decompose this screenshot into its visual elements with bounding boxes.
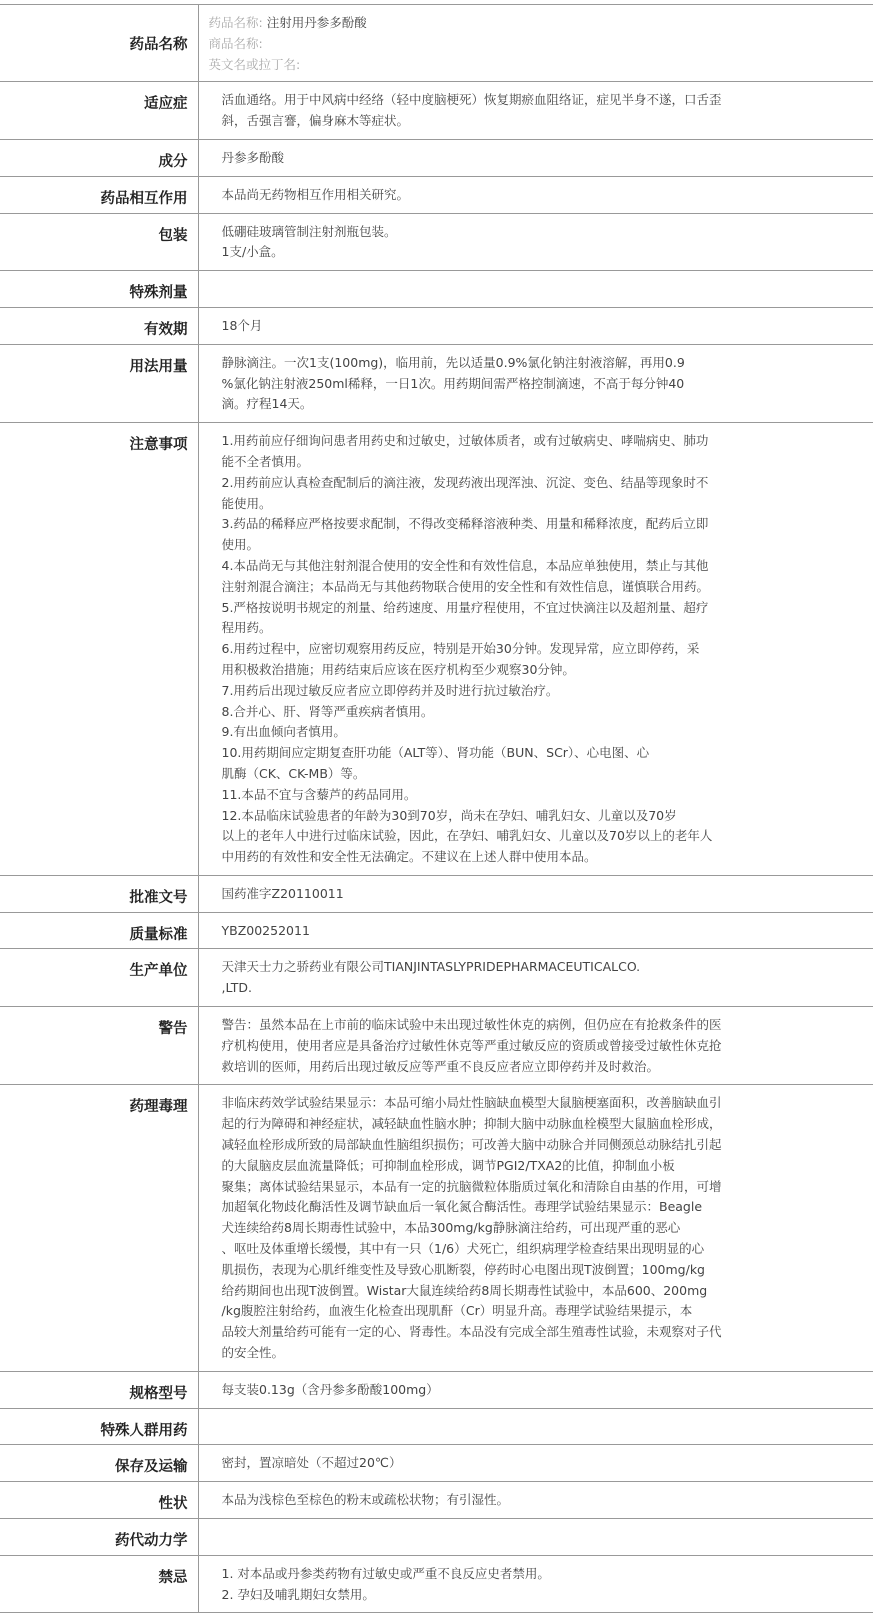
text-line: 品较大剂量给药可能有一定的心、肾毒性。本品没有完成全部生殖毒性试验，未观察对子代 bbox=[221, 1324, 722, 1340]
text-line: 静脉滴注。一次1支(100mg)，临用前，先以适量0.9%氯化钠注射液溶解，再用0.9 bbox=[221, 354, 685, 370]
text-line: 犬连续给药8周长期毒性试验中，本品300mg/kg静脉滴注给药，可出现严重的恶心 bbox=[221, 1220, 681, 1236]
text-line: 1.用药前应仔细询问患者用药史和过敏史，过敏体质者，或有过敏病史、哮喘病史、肺功 bbox=[221, 433, 709, 449]
row-contraindications bbox=[0, 1555, 873, 1613]
text-line: 9.有出血倾向者慎用。 bbox=[221, 724, 346, 740]
row-label: 药理毒理 bbox=[0, 1085, 198, 1371]
text-line: 5.严格按说明书规定的剂量、给药速度、用量疗程使用，不宜过快滴注以及超剂量、超疗 bbox=[221, 599, 709, 615]
row-value bbox=[198, 423, 873, 876]
row-label: 禁忌 bbox=[0, 1555, 198, 1613]
row-label: 成分 bbox=[0, 139, 198, 176]
text-line: 的大鼠脑皮层血流量降低；可抑制血栓形成，调节PGI2/TXA2的比值，抑制血小板 bbox=[221, 1157, 675, 1173]
text-line: 11.本品不宜与含藜芦的药品同用。 bbox=[221, 786, 417, 802]
text-line: 低硼硅玻璃管制注射剂瓶包装。 bbox=[221, 223, 397, 239]
text-line: 救培训的医师，用药后出现过敏反应等严重不良反应者应立即停药并及时救治。 bbox=[221, 1058, 660, 1074]
row-label: 特殊人群用药 bbox=[0, 1408, 198, 1445]
row-value bbox=[198, 213, 873, 271]
row-approval-number bbox=[0, 875, 873, 912]
text-line: 中用药的有效性和安全性无法确定。不建议在上述人群中使用本品。 bbox=[221, 849, 597, 865]
row-value bbox=[198, 1371, 873, 1408]
text-line: 天津天士力之骄药业有限公司TIANJINTASLYPRIDEPHARMACEUTICALCO. bbox=[221, 959, 641, 975]
text-line: 警告：虽然本品在上市前的临床试验中未出现过敏性休克的病例，但仍应在有抢救条件的医 bbox=[221, 1017, 722, 1033]
text-line: 滴。疗程14天。 bbox=[221, 396, 313, 412]
text-line: /kg腹腔注射给药，血液生化检查出现肌酐（Cr）明显升高。毒理学试验结果提示，本 bbox=[221, 1303, 693, 1319]
text-line: 2. 孕妇及哺乳期妇女禁用。 bbox=[221, 1586, 375, 1602]
text-line: 1. 对本品或丹参类药物有过敏史或严重不良反应史者禁用。 bbox=[221, 1565, 550, 1581]
text-line: 非临床药效学试验结果显示：本品可缩小局灶性脑缺血模型大鼠脑梗塞面积，改善脑缺血引 bbox=[221, 1095, 722, 1111]
row-value bbox=[198, 176, 873, 213]
row-specification bbox=[0, 1371, 873, 1408]
text-line: YBZ00252011 bbox=[221, 922, 310, 938]
row-label: 药品名称 bbox=[0, 5, 198, 82]
row-value bbox=[198, 949, 873, 1007]
generic-name-label: 药品名称: bbox=[208, 15, 263, 30]
text-line: 减轻血栓形成所致的局部缺血性脑组织损伤；可改善大脑中动脉合并同侧颈总动脉结扎引起 bbox=[221, 1137, 722, 1153]
row-value bbox=[198, 139, 873, 176]
row-pharmacology-toxicology bbox=[0, 1085, 873, 1371]
text-line: 2.用药前应认真检查配制后的滴注液，发现药液出现浑浊、沉淀、变色、结晶等现象时不 bbox=[221, 474, 709, 490]
row-manufacturer bbox=[0, 949, 873, 1007]
text-line: 疗机构使用，使用者应是具备治疗过敏性休克等严重过敏反应的资质或曾接受过敏性休克抢 bbox=[221, 1037, 722, 1053]
text-line: 12.本品临床试验患者的年龄为30到70岁，尚未在孕妇、哺乳妇女、儿童以及70岁 bbox=[221, 807, 677, 823]
row-appearance bbox=[0, 1482, 873, 1519]
text-line: 10.用药期间应定期复查肝功能（ALT等）、肾功能（BUN、SCr）、心电图、心 bbox=[221, 745, 650, 761]
row-value bbox=[198, 307, 873, 344]
text-line: 起的行为障碍和神经症状，减轻缺血性脑水肿；抑制大脑中动脉血栓模型大鼠脑血栓形成， bbox=[221, 1116, 722, 1132]
drug-name-block bbox=[198, 5, 873, 82]
text-line: 8.合并心、肝、肾等严重疾病者慎用。 bbox=[221, 703, 434, 719]
text-line: 斜，舌强言謇，偏身麻木等症状。 bbox=[221, 113, 410, 129]
text-line: 18个月 bbox=[221, 317, 263, 333]
row-precautions bbox=[0, 423, 873, 876]
row-label: 规格型号 bbox=[0, 1371, 198, 1408]
text-line: 本品尚无药物相互作用相关研究。 bbox=[221, 186, 410, 202]
text-line: 密封，置凉暗处（不超过20℃） bbox=[221, 1455, 402, 1471]
row-pharmacokinetics bbox=[0, 1519, 873, 1556]
row-value bbox=[198, 875, 873, 912]
row-value bbox=[198, 1555, 873, 1613]
text-line: 注射剂混合滴注；本品尚无与其他药物联合使用的安全性和有效性信息，谨慎联合用药。 bbox=[221, 578, 710, 594]
row-value bbox=[198, 912, 873, 949]
trade-name-label: 商品名称: bbox=[208, 35, 263, 51]
row-label: 适应症 bbox=[0, 82, 198, 140]
text-line: 国药准字Z20110011 bbox=[221, 885, 344, 901]
row-label: 有效期 bbox=[0, 307, 198, 344]
row-label: 批准文号 bbox=[0, 875, 198, 912]
english-name-label: 英文名或拉丁名: bbox=[208, 56, 301, 72]
row-label: 保存及运输 bbox=[0, 1445, 198, 1482]
text-line: ,LTD. bbox=[221, 980, 252, 996]
text-line: 丹参多酚酸 bbox=[221, 149, 285, 165]
text-line: 使用。 bbox=[221, 537, 260, 553]
text-line: %氯化钠注射液250ml稀释，一日1次。用药期间需严格控制滴速，不高于每分钟40 bbox=[221, 375, 685, 391]
text-line: 给药期间也出现T波倒置。Wistar大鼠连续给药8周长期毒性试验中，本品600、200mg bbox=[221, 1282, 708, 1298]
text-line: 每支装0.13g（含丹参多酚酸100mg） bbox=[221, 1381, 439, 1397]
text-line: 6.用药过程中，应密切观察用药反应，特别是开始30分钟。发现异常，应立即停药，采 bbox=[221, 641, 700, 657]
row-indications bbox=[0, 82, 873, 140]
row-label: 生产单位 bbox=[0, 949, 198, 1007]
text-line: 7.用药后出现过敏反应者应立即停药并及时进行抗过敏治疗。 bbox=[221, 682, 559, 698]
row-label: 特殊剂量 bbox=[0, 271, 198, 308]
row-drug-name bbox=[0, 5, 873, 82]
text-line: 本品为浅棕色至棕色的粉末或疏松状物；有引湿性。 bbox=[221, 1492, 510, 1508]
text-line: 的安全性。 bbox=[221, 1345, 285, 1361]
row-label: 药代动力学 bbox=[0, 1519, 198, 1556]
text-line: 3.药品的稀释应严格按要求配制，不得改变稀释溶液种类、用量和稀释浓度，配药后立即 bbox=[221, 516, 709, 532]
row-ingredients bbox=[0, 139, 873, 176]
row-quality-standard bbox=[0, 912, 873, 949]
row-shelf-life bbox=[0, 307, 873, 344]
text-line: 1支/小盒。 bbox=[221, 244, 284, 260]
drug-info-table bbox=[0, 4, 873, 1613]
text-line: 肌损伤，表现为心肌纤维变性及导致心肌断裂，停药时心电图出现T波倒置；100mg/kg bbox=[221, 1261, 705, 1277]
text-line: 能使用。 bbox=[221, 495, 272, 511]
text-line: 程用药。 bbox=[221, 620, 272, 636]
text-line: 能不全者慎用。 bbox=[221, 453, 310, 469]
text-line: 以上的老年人中进行过临床试验，因此，在孕妇、哺乳妇女、儿童以及70岁以上的老年人 bbox=[221, 828, 713, 844]
row-special-populations bbox=[0, 1408, 873, 1445]
row-usage-dosage bbox=[0, 344, 873, 422]
row-drug-interactions bbox=[0, 176, 873, 213]
row-label: 包装 bbox=[0, 213, 198, 271]
row-value bbox=[198, 1519, 873, 1556]
text-line: 、呕吐及体重增长缓慢，其中有一只（1/6）犬死亡，组织病理学检查结果出现明显的心 bbox=[221, 1241, 705, 1257]
row-value bbox=[198, 344, 873, 422]
row-value bbox=[198, 1482, 873, 1519]
text-line: 加超氧化物歧化酶活性及调节缺血后一氧化氮合酶活性。毒理学试验结果显示：Beagle bbox=[221, 1199, 703, 1215]
row-special-dosage bbox=[0, 271, 873, 308]
generic-name-value: 注射用丹参多酚酸 bbox=[266, 15, 367, 30]
row-label: 性状 bbox=[0, 1482, 198, 1519]
row-label: 药品相互作用 bbox=[0, 176, 198, 213]
row-value bbox=[198, 1007, 873, 1085]
row-label: 警告 bbox=[0, 1007, 198, 1085]
row-value bbox=[198, 1085, 873, 1371]
text-line: 聚集；离体试验结果显示，本品有一定的抗脑微粒体脂质过氧化和清除自由基的作用，可增 bbox=[221, 1178, 722, 1194]
row-warning bbox=[0, 1007, 873, 1085]
row-label: 用法用量 bbox=[0, 344, 198, 422]
row-value bbox=[198, 1408, 873, 1445]
row-packaging bbox=[0, 213, 873, 271]
row-storage-transport bbox=[0, 1445, 873, 1482]
row-label: 注意事项 bbox=[0, 423, 198, 876]
text-line: 活血通络。用于中风病中经络（轻中度脑梗死）恢复期瘀血阻络证，症见半身不遂，口舌歪 bbox=[221, 92, 722, 108]
row-value bbox=[198, 82, 873, 140]
text-line: 用积极救治措施；用药结束后应该在医疗机构至少观察30分钟。 bbox=[221, 661, 575, 677]
row-value bbox=[198, 1445, 873, 1482]
row-label: 质量标准 bbox=[0, 912, 198, 949]
text-line: 4.本品尚无与其他注射剂混合使用的安全性和有效性信息，本品应单独使用，禁止与其他 bbox=[221, 557, 709, 573]
row-value bbox=[198, 271, 873, 308]
text-line: 肌酶（CK、CK-MB）等。 bbox=[221, 765, 366, 781]
